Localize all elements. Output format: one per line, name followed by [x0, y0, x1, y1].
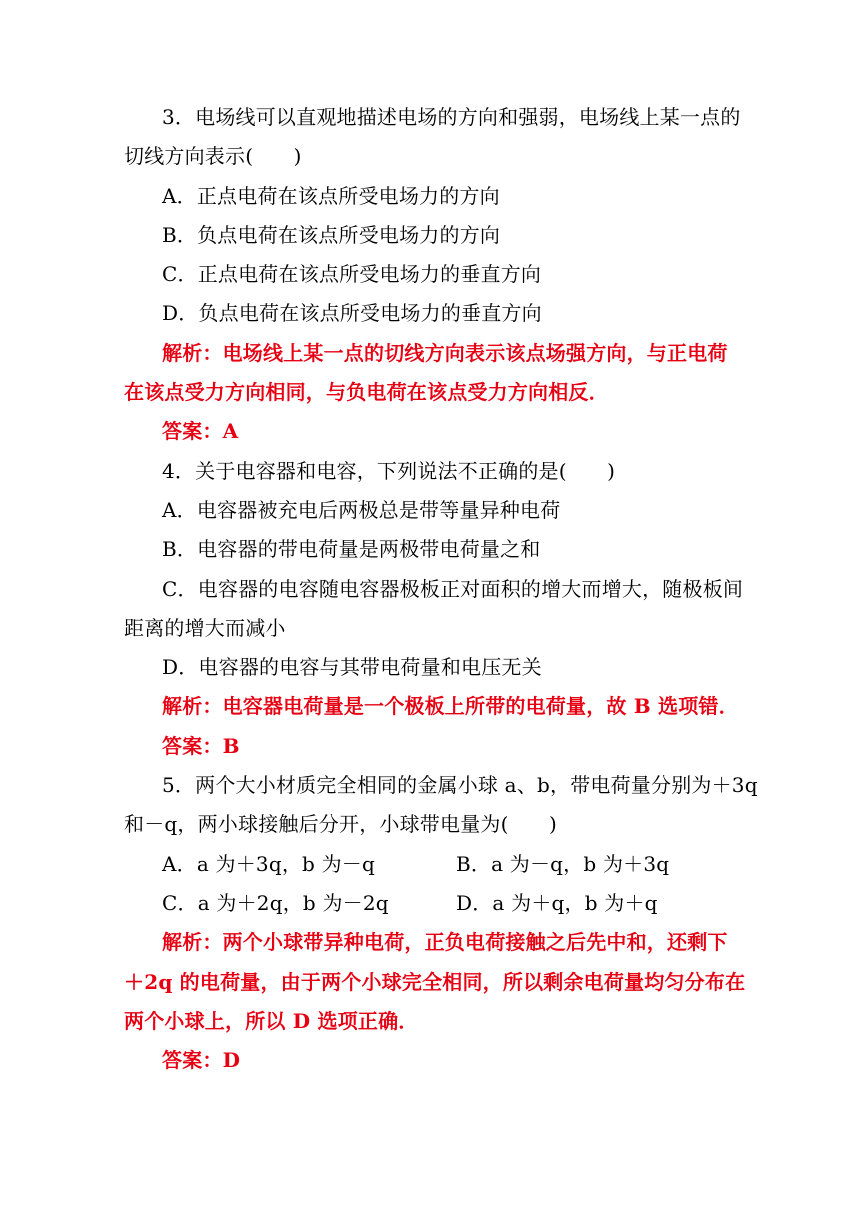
q4-option-c-line2: 距离的增大而减小	[124, 615, 286, 640]
q5-stem-line2: 和－q，两小球接触后分开，小球带电量为( )	[124, 812, 558, 837]
q5-option-c: C．a 为＋2q，b 为－2q	[162, 890, 389, 915]
q5-stem-line1: 5．两个大小材质完全相同的金属小球 a、b，带电荷量分别为＋3q	[162, 773, 758, 798]
q3-analysis-line1: 解析：电场线上某一点的切线方向表示该点场强方向，与正电荷	[162, 340, 728, 365]
q5-option-a: A．a 为＋3q，b 为－q	[162, 851, 376, 876]
q4-option-a: A．电容器被充电后两极总是带等量异种电荷	[162, 497, 561, 522]
q3-option-a: A．正点电荷在该点所受电场力的方向	[162, 183, 500, 208]
q5-options-row1	[124, 845, 738, 884]
q3-stem-line2: 切线方向表示( )	[124, 144, 302, 169]
question-content	[124, 98, 758, 1080]
q4-option-d: D．电容器的电容与其带电荷量和电压无关	[162, 655, 542, 680]
q5-options-row2	[124, 884, 738, 923]
q3-option-b: B．负点电荷在该点所受电场力的方向	[162, 222, 501, 247]
q5-analysis-line2: ＋2q 的电荷量，由于两个小球完全相同，所以剩余电荷量均匀分布在	[124, 969, 746, 994]
q4-option-c-line1: C．电容器的电容随电容器极板正对面积的增大而增大，随极板间	[162, 576, 744, 601]
q5-analysis-line1: 解析：两个小球带异种电荷，正负电荷接触之后先中和，还剩下	[162, 930, 728, 955]
q3-option-d: D．负点电荷在该点所受电场力的垂直方向	[162, 301, 542, 326]
q4-analysis: 解析：电容器电荷量是一个极板上所带的电荷量，故 B 选项错．	[162, 694, 739, 719]
q3-analysis-line2: 在该点受力方向相同，与负电荷在该点受力方向相反．	[124, 380, 609, 405]
q3-option-c: C．正点电荷在该点所受电场力的垂直方向	[162, 262, 542, 287]
q5-analysis-line3: 两个小球上，所以 D 选项正确．	[124, 1008, 419, 1033]
q5-option-d: D．a 为＋q，b 为＋q	[456, 890, 658, 915]
q4-option-b: B．电容器的带电荷量是两极带电荷量之和	[162, 537, 541, 562]
q4-answer: 答案：B	[162, 733, 240, 758]
q4-stem: 4．关于电容器和电容，下列说法不正确的是( )	[162, 458, 616, 483]
q5-answer: 答案：D	[162, 1048, 241, 1073]
q5-option-b: B．a 为－q，b 为＋3q	[456, 851, 670, 876]
q3-stem-line1: 3．电场线可以直观地描述电场的方向和强弱，电场线上某一点的	[162, 105, 741, 129]
q3-answer: 答案：A	[162, 419, 239, 444]
